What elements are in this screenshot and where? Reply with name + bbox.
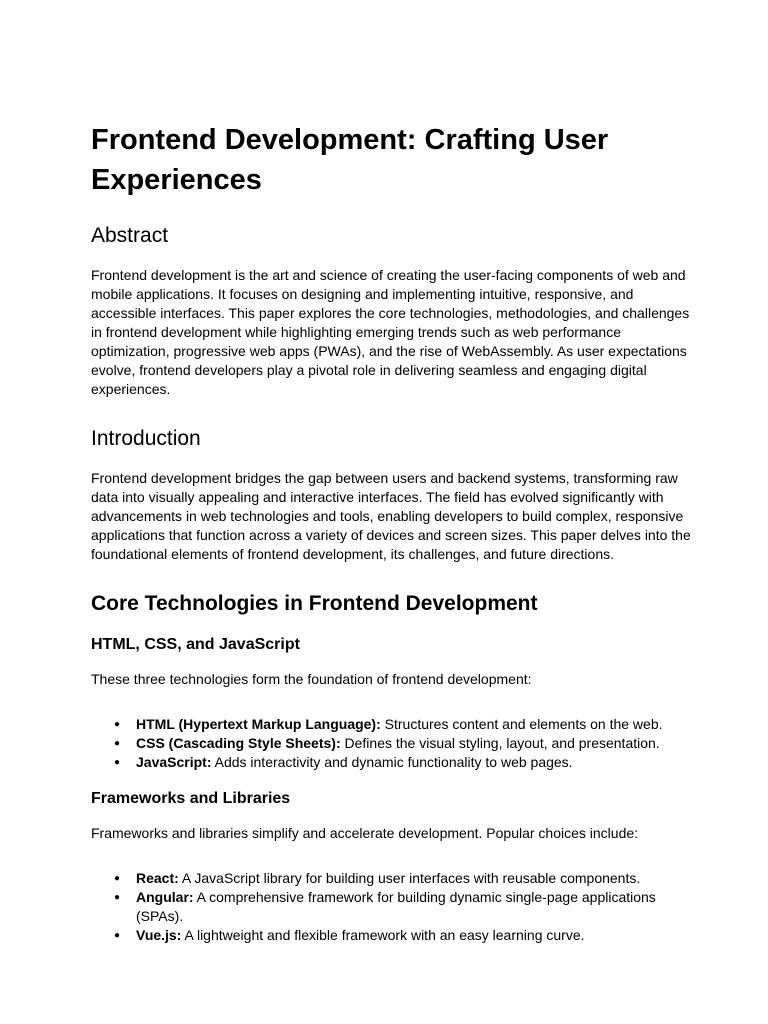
list-item-term: HTML (Hypertext Markup Language): xyxy=(136,716,381,732)
list-item xyxy=(136,888,691,926)
html-css-js-intro: These three technologies form the foundation of frontend development: xyxy=(91,671,532,687)
list-item-term: Vue.js: xyxy=(136,927,182,943)
list-item-desc: A lightweight and flexible framework with an easy learning curve. xyxy=(181,927,585,943)
list-item-desc: A comprehensive framework for building dynamic single-page applications (SPAs). xyxy=(136,889,656,924)
html-css-js-list xyxy=(91,715,691,772)
frameworks-intro: Frameworks and libraries simplify and accelerate development. Popular choices include: xyxy=(91,825,639,841)
list-item-term: JavaScript: xyxy=(136,754,212,770)
list-item xyxy=(136,753,691,772)
list-item-desc: A JavaScript library for building user interfaces with reusable components. xyxy=(178,870,641,886)
core-technologies-heading: Core Technologies in Frontend Development xyxy=(91,592,538,615)
html-css-js-heading: HTML, CSS, and JavaScript xyxy=(91,636,300,653)
list-item xyxy=(136,715,691,734)
list-item xyxy=(136,869,691,888)
list-item-term: CSS (Cascading Style Sheets): xyxy=(136,735,341,751)
list-item xyxy=(136,926,691,945)
list-item xyxy=(136,734,691,753)
abstract-heading: Abstract xyxy=(91,224,169,247)
introduction-heading: Introduction xyxy=(91,427,201,450)
abstract-paragraph: Frontend development is the art and science of creating the user-facing components of web and mobile applications. It focuses on designing and implementing intuitive, responsive, and accessible interfaces. This paper explores the core technologies, methodologies, and challenges in frontend development while highlighting emerging trends such as web performance optimization, progressive web apps (PWAs), and the rise of WebAssembly. As user expectations evolve, frontend developers play a pivotal role in delivering seamless and engaging digital experiences. xyxy=(91,267,690,397)
document-title: Frontend Development: Crafting User Experiences xyxy=(91,124,609,196)
frameworks-list xyxy=(91,869,691,945)
frameworks-heading: Frameworks and Libraries xyxy=(91,790,291,807)
list-item-term: Angular: xyxy=(136,889,194,905)
document-page xyxy=(91,120,691,961)
list-item-desc: Adds interactivity and dynamic functionality to web pages. xyxy=(211,754,573,770)
list-item-desc: Defines the visual styling, layout, and presentation. xyxy=(340,735,660,751)
introduction-paragraph: Frontend development bridges the gap between users and backend systems, transforming raw data into visually appealing and interactive interfaces. The field has evolved significantly with advancements in web technologies and tools, enabling developers to build complex, responsive applications that function across a variety of devices and screen sizes. This paper delves into the foundational elements of frontend development, its challenges, and future directions. xyxy=(91,470,691,562)
list-item-term: React: xyxy=(136,870,179,886)
list-item-desc: Structures content and elements on the web. xyxy=(380,716,663,732)
